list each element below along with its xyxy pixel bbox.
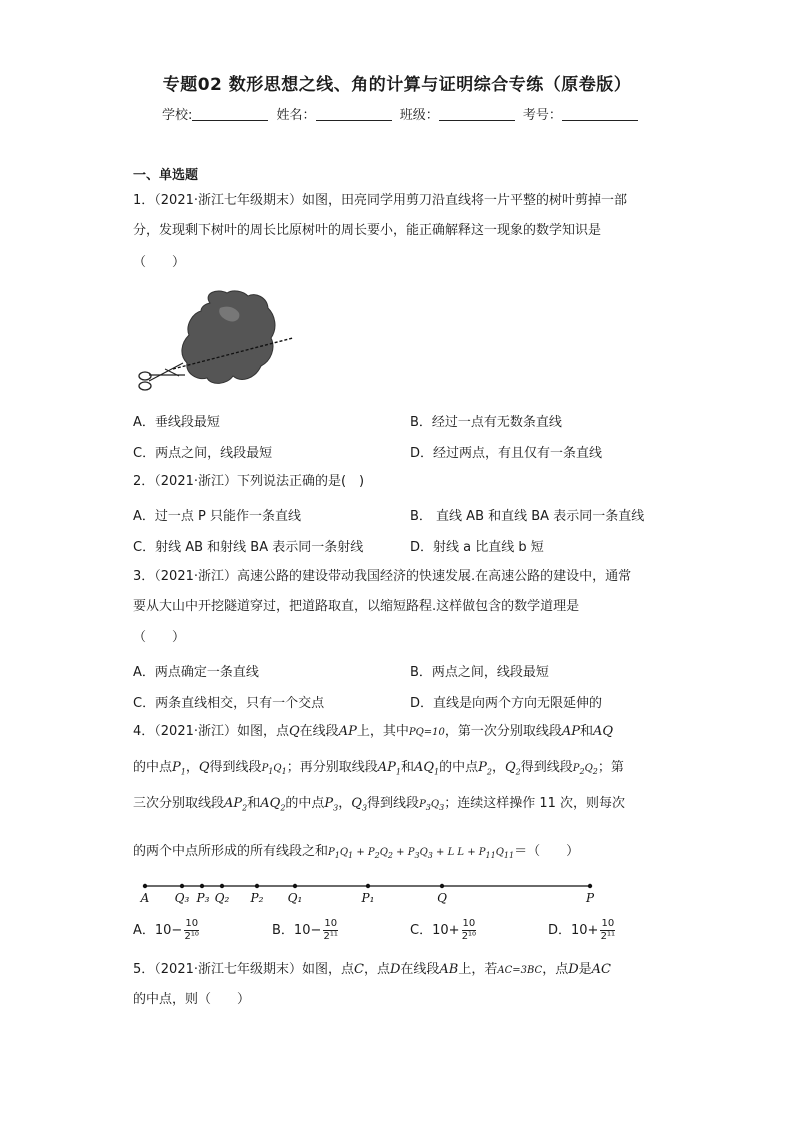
q4-line2 (133, 759, 624, 782)
point-label-6: Q₁ (287, 891, 303, 905)
q1-option-b: B．经过一点有无数条直线 (410, 415, 562, 430)
q4-text: 上，其中 (356, 724, 409, 739)
q4-pq-value: PQ=10 (408, 727, 445, 738)
q4-text: 得到线段 (209, 760, 262, 775)
point-marker-3 (200, 884, 204, 888)
q4-var-ap: AP (561, 724, 581, 739)
class-label: 班级： (399, 108, 439, 123)
name-label: 姓名： (276, 108, 316, 123)
q4-text: ， (491, 760, 505, 775)
q5-var-d: D (389, 962, 401, 977)
fraction-denominator: 2¹¹ (600, 931, 616, 942)
q5-text: 5．（2021·浙江七年级期末）如图，点 (133, 962, 354, 977)
q4-var-aq: AQ (593, 724, 614, 739)
class-blank (439, 107, 515, 121)
q4-option-d-text: D．10+ (548, 923, 599, 938)
school-blank (192, 107, 268, 121)
q1-line2: 分，发现剩下树叶的周长比原树叶的周长要小，能正确解释这一现象的数学知识是 (133, 223, 602, 238)
q4-number-line-figure (135, 878, 605, 908)
number-label: 考号： (522, 108, 562, 123)
q4-option-c (410, 918, 476, 943)
q4-var-ap1: $AP_1$ (377, 760, 401, 777)
q4-text: 得到线段 (367, 796, 420, 811)
name-blank (316, 107, 392, 121)
fraction-numerator: 10 (185, 918, 199, 929)
q4-option-c-text: C．10+ (410, 923, 460, 938)
q4-text: 和 (247, 796, 261, 811)
q4-var-p3q3: $P_3Q_3$ (419, 799, 445, 812)
fraction-numerator: 10 (462, 918, 476, 929)
fraction-numerator: 10 (324, 918, 338, 929)
fraction-denominator: 2¹⁰ (184, 931, 199, 942)
q5-var-d: D (568, 962, 579, 977)
point-label-4: Q₂ (214, 891, 230, 905)
fraction-denominator: 2¹⁰ (461, 931, 477, 942)
q4-var-aq2: $AQ_2$ (260, 796, 286, 813)
point-marker-2 (180, 884, 184, 888)
q4-text: ；连续这样操作 11 次，则每次 (444, 796, 625, 811)
q1-paren: （ ） (133, 255, 186, 270)
q4-var-q: Q (289, 724, 300, 739)
q4-text: 的中点 (439, 760, 479, 775)
q4-var-p1q1: $P_1Q_1$ (261, 763, 287, 776)
q5-var-ac: AC (591, 962, 612, 977)
q3-option-d: D．直线是向两个方向无限延伸的 (410, 696, 603, 711)
point-label-3: P₃ (196, 891, 210, 905)
q1-option-c: C．两点之间，线段最短 (133, 446, 273, 461)
q4-var-q3: $Q_3$ (351, 796, 368, 813)
q4-var-aq1: $AQ_1$ (413, 760, 440, 777)
point-marker-5 (255, 884, 259, 888)
q4-option-d (548, 918, 615, 943)
q4-text: 4．（2021·浙江）如图，点 (133, 724, 289, 739)
q4-text: 三次分别取线段 (133, 796, 225, 811)
q4-option-b-text: B．10− (272, 923, 322, 938)
point-label-8: Q (437, 891, 447, 905)
point-marker-9 (588, 884, 592, 888)
q4-text: ， (338, 796, 352, 811)
q4-text: ，第一次分别取线段 (444, 724, 562, 739)
leaf-shape (182, 291, 275, 384)
point-marker-4 (220, 884, 224, 888)
q4-option-b-fraction (323, 918, 338, 943)
q2-option-a: A．过一点 P 只能作一条直线 (133, 509, 301, 524)
q5-text: ，点 (542, 962, 569, 977)
q4-text: 和 (580, 724, 594, 739)
q1-line1: 1．（2021·浙江七年级期末）如图，田亮同学用剪刀沿直线将一片平整的树叶剪掉一部 (133, 193, 627, 208)
q5-line1 (133, 961, 611, 980)
q4-option-a-fraction (184, 918, 199, 943)
q4-var-ap: AP (338, 724, 357, 739)
q4-var-p2: $P_2$ (478, 760, 492, 777)
q4-text: 的中点 (133, 760, 173, 775)
student-info-row (162, 104, 642, 123)
q4-text: 的中点 (285, 796, 325, 811)
q4-text: ；第 (597, 760, 624, 775)
q4-var-p3: $P_3$ (324, 796, 339, 813)
leaf-scissors-figure (135, 283, 295, 403)
page-title: 专题02 数形思想之线、角的计算与证明综合专练（原卷版） (162, 75, 632, 95)
q4-line3 (133, 795, 625, 818)
point-marker-8 (440, 884, 444, 888)
point-label-7: P₁ (361, 891, 375, 905)
point-marker-1 (143, 884, 147, 888)
q3-option-a: A．两点确定一条直线 (133, 665, 259, 680)
q2-option-b: B． 直线 AB 和直线 BA 表示同一条直线 (410, 509, 645, 524)
number-blank (562, 107, 638, 121)
q4-var-p2q2: $P_2Q_2$ (572, 763, 598, 776)
q4-option-a-text: A．10− (133, 923, 183, 938)
q4-option-c-fraction (462, 918, 477, 943)
q3-line2: 要从大山中开挖隧道穿过，把道路取直，以缩短路程.这样做包含的数学道理是 (133, 599, 580, 614)
point-label-2: Q₃ (174, 891, 190, 905)
q4-option-b (272, 918, 338, 943)
q5-line2: 的中点，则（ ） (133, 992, 251, 1007)
q3-paren: （ ） (133, 630, 186, 645)
q5-text: 在线段 (400, 962, 440, 977)
q4-option-a (133, 918, 199, 943)
q4-text: 在线段 (299, 724, 339, 739)
q3-option-c: C．两条直线相交，只有一个交点 (133, 696, 325, 711)
point-label-5: P₂ (250, 891, 264, 905)
q4-line4 (133, 843, 579, 865)
q4-line1 (133, 723, 613, 742)
school-label: 学校: (162, 108, 193, 123)
q4-text: ＝（ ） (514, 844, 580, 859)
q5-text: 上，若 (458, 962, 498, 977)
q5-text: 是 (578, 962, 592, 977)
q4-option-d-fraction (600, 918, 615, 943)
q4-text: ；再分别取线段 (286, 760, 378, 775)
point-marker-7 (366, 884, 370, 888)
q4-text: 的两个中点所形成的所有线段之和 (133, 844, 329, 859)
q1-option-d: D．经过两点，有且仅有一条直线 (410, 446, 603, 461)
point-label-1: A (140, 891, 150, 905)
fraction-numerator: 10 (601, 918, 615, 929)
q5-var-ab: AB (439, 962, 459, 977)
q2-line1: 2．（2021·浙江）下列说法正确的是( ) (133, 474, 365, 489)
q4-var-ap2: $AP_2$ (224, 796, 248, 813)
q4-var-q2: $Q_2$ (504, 760, 521, 777)
q4-sum-expression: $P_1Q_1 + P_2Q_2 + P_3Q_3 + L$ $L + P_{11}Q_{11}$ (328, 847, 515, 860)
section-title: 一、单选题 (133, 168, 199, 183)
q4-var-q1: Q (198, 760, 210, 775)
q3-option-b: B．两点之间，线段最短 (410, 665, 549, 680)
q5-var-c: C (354, 962, 364, 977)
q4-var-p1: $P_1$ (172, 760, 186, 777)
q3-line1: 3．（2021·浙江）高速公路的建设带动我国经济的快速发展.在高速公路的建设中，通常 (133, 569, 632, 584)
q2-option-d: D．射线 a 比直线 b 短 (410, 540, 544, 555)
q1-option-a: A．垂线段最短 (133, 415, 220, 430)
q4-text: 得到线段 (520, 760, 573, 775)
fraction-denominator: 2¹¹ (323, 931, 338, 942)
q2-option-c: C．射线 AB 和射线 BA 表示同一条射线 (133, 540, 364, 555)
point-marker-6 (293, 884, 297, 888)
q5-text: ，点 (363, 962, 390, 977)
point-label-9: P (585, 891, 595, 905)
q4-text: 和 (400, 760, 414, 775)
q4-text: ， (185, 760, 199, 775)
q5-condition: AC=3BC (497, 965, 543, 976)
